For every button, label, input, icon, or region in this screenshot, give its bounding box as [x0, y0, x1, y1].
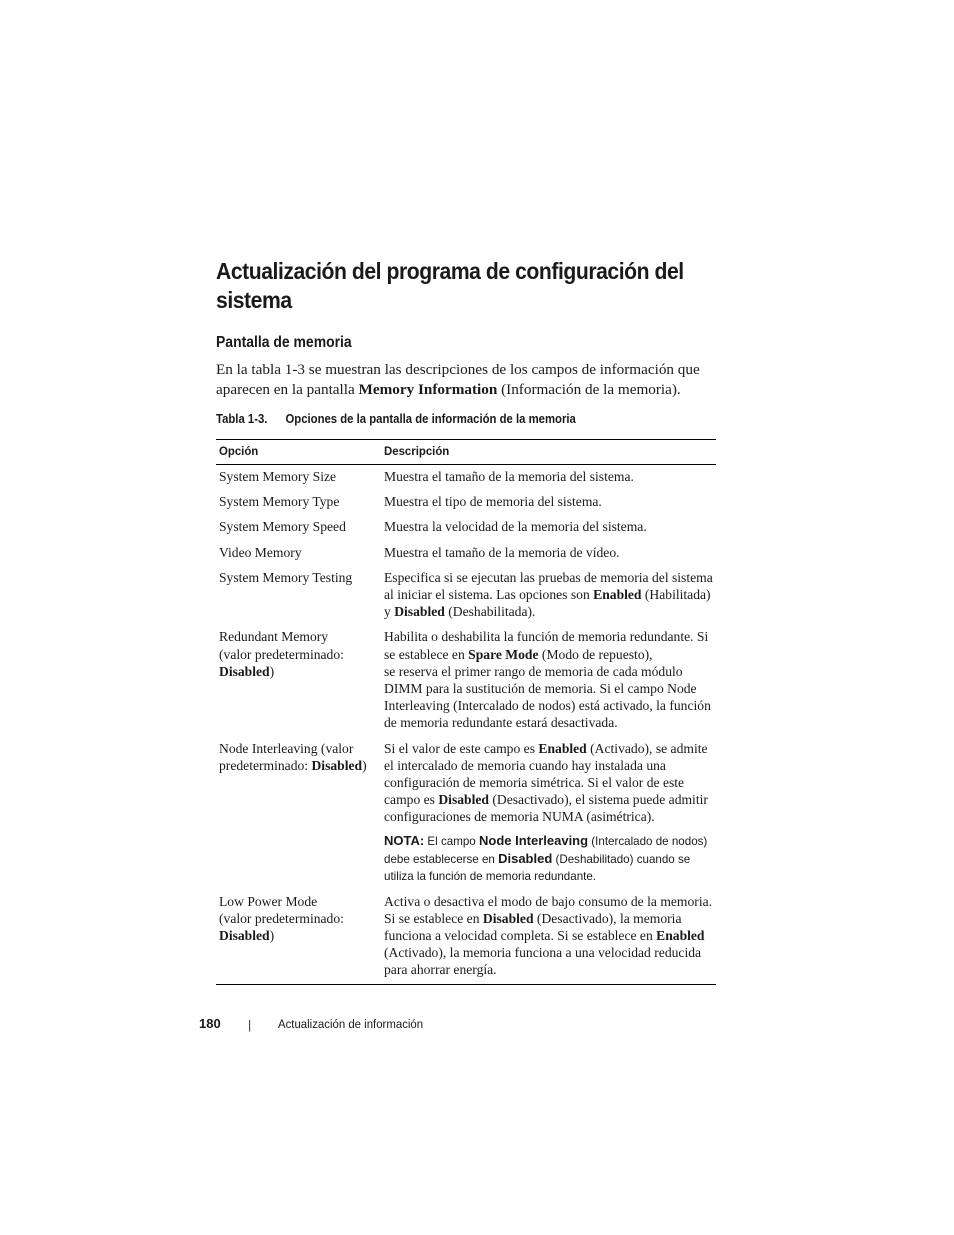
text-segment: System Memory Size	[219, 469, 337, 484]
bold-term: Disabled	[219, 928, 270, 944]
bold-term: Disabled	[394, 604, 445, 620]
description-text	[384, 493, 713, 510]
table-row	[216, 626, 716, 737]
header-description	[381, 440, 716, 465]
option-cell	[216, 626, 381, 737]
table-header-row	[216, 440, 716, 465]
intro-screen-name: Memory Information	[358, 380, 498, 398]
description-cell	[381, 626, 716, 737]
description-cell	[381, 567, 716, 627]
description-cell	[381, 491, 716, 516]
table-row	[216, 567, 716, 627]
option-cell	[216, 738, 381, 891]
text-segment: System Memory Testing	[219, 569, 353, 585]
text-segment: (Activado), la memoria funciona a una velocidad reducida para ahorrar energía.	[384, 945, 702, 978]
description-cell	[381, 542, 716, 567]
footer-separator: |	[248, 1018, 252, 1032]
text-segment: Habilita o deshabilita la función de memoria redundante. Si se establece en	[384, 629, 709, 662]
header-option	[216, 440, 381, 465]
text-segment: El campo	[424, 834, 479, 848]
text-segment: (Modo de repuesto),	[538, 646, 653, 662]
memory-options-table	[216, 439, 716, 985]
text-segment: )	[269, 663, 275, 679]
text-segment: Muestra el tamaño de la memoria de vídeo.	[384, 544, 620, 560]
text-segment: Muestra el tamaño de la memoria del sistema.	[384, 469, 634, 484]
text-segment: se reserva el primer rango de memoria de cada módulo DIMM para la sustitución de memoria. Si el campo Node Interleaving (Intercalado de nodos) está activado, la función de memoria redundante estará desactivada.	[384, 663, 711, 731]
bold-term: Enabled	[538, 740, 587, 756]
text-segment: (Desactivado), la memoria funciona a velocidad completa. Si se establece en	[384, 910, 682, 944]
text-segment: )	[362, 757, 367, 773]
description-cell	[381, 516, 716, 541]
footer-section-title: Actualización de información	[278, 1017, 424, 1031]
option-cell	[216, 891, 381, 985]
text-segment: System Memory Speed	[219, 519, 346, 535]
table-row	[216, 491, 716, 516]
text-segment: Video Memory	[219, 544, 302, 560]
table-body	[216, 465, 716, 985]
text-segment: (Intercalado de nodos) debe establecerse en	[384, 834, 708, 866]
text-segment: Activa o desactiva el modo de bajo consumo de la memoria. Si se establece en	[384, 893, 713, 926]
description-text	[384, 544, 713, 561]
text-segment: (valor predeterminado:	[219, 646, 344, 662]
text-segment: Redundant Memory	[219, 629, 329, 645]
intro-text-end: (Información de la memoria).	[497, 380, 681, 398]
description-text	[384, 893, 713, 979]
text-segment: Low Power Mode	[219, 893, 318, 909]
text-segment: (Desactivado), el sistema puede admitir configuraciones de memoria NUMA (asimétrica).	[384, 792, 708, 825]
header-option-label: Opción	[219, 444, 259, 458]
option-cell	[216, 567, 381, 627]
bold-term: Disabled	[219, 663, 270, 679]
table-row	[216, 738, 716, 891]
text-segment: (valor predeterminado:	[219, 910, 344, 926]
text-segment: (Deshabilitada).	[444, 604, 536, 620]
option-cell	[216, 516, 381, 541]
intro-paragraph	[216, 360, 721, 399]
description-text	[384, 569, 713, 621]
text-segment: Node Interleaving (valor predeterminado:	[219, 740, 354, 773]
section-title: Pantalla de memoria	[216, 334, 352, 351]
text-segment: Si el valor de este campo es	[384, 740, 539, 756]
table-caption	[216, 411, 576, 427]
chapter-title: Actualización del programa de configuración del sistema	[216, 258, 684, 313]
bold-term: Disabled	[311, 757, 363, 773]
note-block	[384, 832, 713, 885]
text-segment: Muestra la velocidad de la memoria del sistema.	[384, 519, 647, 535]
table-row	[216, 542, 716, 567]
text-segment: (Deshabilitado) cuando se utiliza la función de memoria redundante.	[384, 852, 691, 883]
bold-term: Disabled	[498, 850, 553, 866]
description-cell	[381, 465, 716, 492]
description-cell	[381, 891, 716, 985]
description-text	[384, 468, 713, 485]
intro-text: En la tabla 1-3 se muestran las descripciones de los campos de información que aparecen en la pantalla	[216, 361, 700, 398]
text-segment: Muestra el tipo de memoria del sistema.	[384, 494, 602, 510]
table-caption-label: Tabla 1-3.	[216, 412, 268, 426]
text-segment: Especifica si se ejecutan las pruebas de memoria del sistema al iniciar el sistema. Las opciones son	[384, 569, 713, 603]
text-segment: (Habilitada) y	[384, 587, 711, 620]
bold-term: Node Interleaving	[478, 832, 589, 848]
description-text	[384, 740, 713, 826]
bold-term: Enabled	[656, 928, 705, 944]
description-text	[384, 518, 713, 535]
header-description-label: Descripción	[384, 444, 450, 458]
text-segment: )	[269, 928, 275, 944]
description-text	[384, 628, 713, 731]
page-footer	[199, 1015, 424, 1033]
table-row	[216, 465, 716, 492]
bold-term: Disabled	[482, 910, 534, 926]
option-cell	[216, 542, 381, 567]
option-cell	[216, 491, 381, 516]
bold-term: Disabled	[438, 792, 489, 808]
bold-term: NOTA:	[384, 832, 425, 848]
text-segment: (Activado), se admite el intercalado de memoria cuando hay instalada una configuración de memoria simétrica. Si el valor de este campo es	[384, 740, 708, 808]
page-number: 180	[199, 1016, 221, 1031]
table-caption-title: Opciones de la pantalla de información de la memoria	[285, 412, 576, 426]
bold-term: Spare Mode	[468, 646, 539, 662]
table-row	[216, 516, 716, 541]
bold-term: Enabled	[593, 587, 642, 603]
table-row	[216, 891, 716, 985]
text-segment: System Memory Type	[219, 494, 340, 510]
option-cell	[216, 465, 381, 492]
description-cell	[381, 738, 716, 891]
